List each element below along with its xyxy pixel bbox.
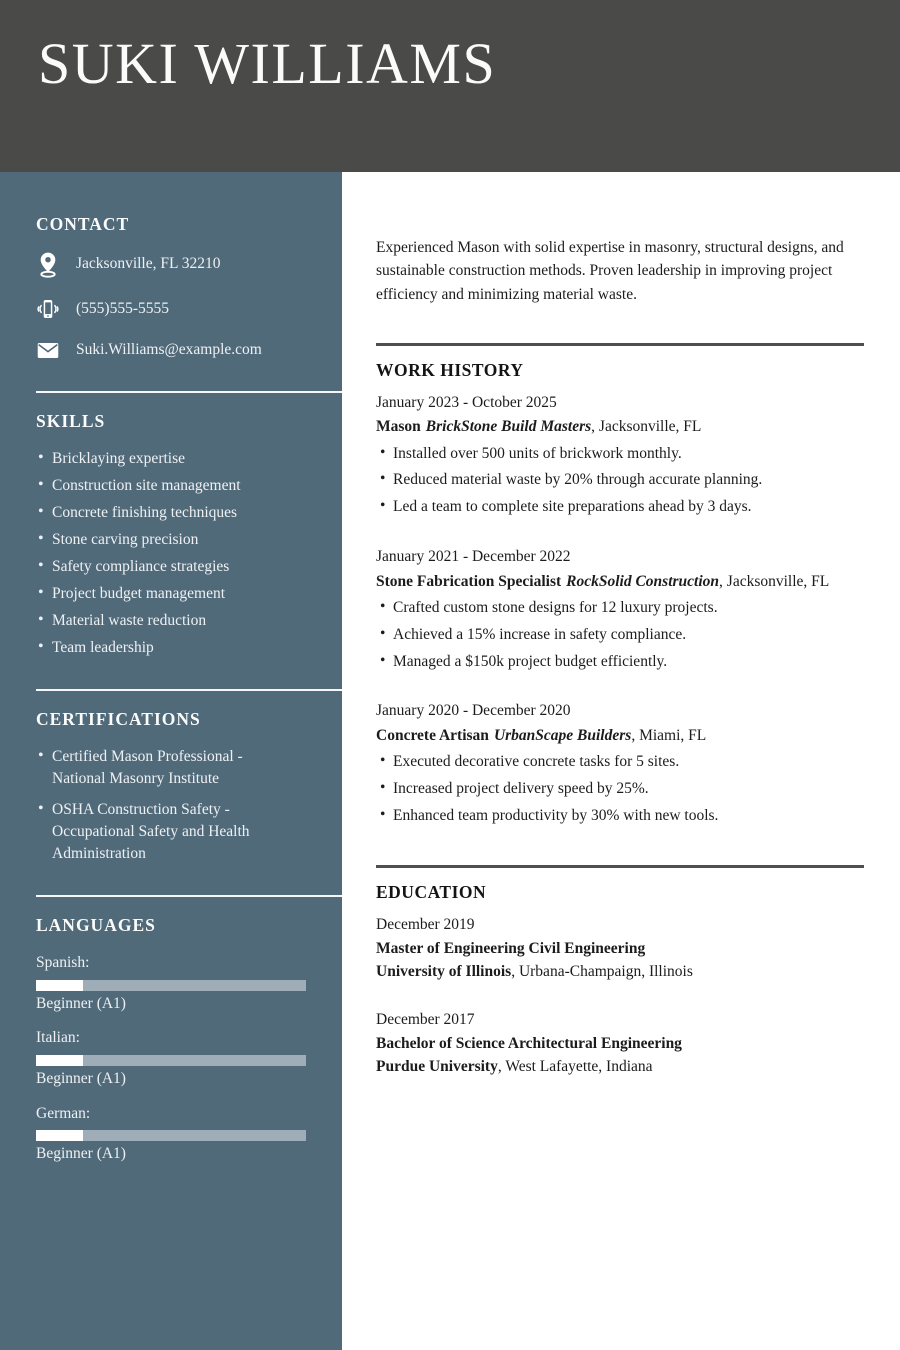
language-progress-fill xyxy=(36,1130,83,1141)
job-company: RockSolid Construction xyxy=(566,572,720,590)
certification-item: • Certified Mason Professional - National Masonry Institute xyxy=(52,746,292,790)
education-degree: Bachelor of Science Architectural Engineering xyxy=(376,1035,682,1053)
header-band xyxy=(0,0,900,172)
education-school-line xyxy=(376,961,864,983)
page-title: SUKI WILLIAMS xyxy=(38,31,497,96)
education-school: University of Illinois xyxy=(376,962,512,980)
job-location: , Miami, FL xyxy=(631,726,707,744)
phone-icon xyxy=(36,297,60,321)
job-entry xyxy=(376,392,864,519)
job-role: Mason xyxy=(376,418,421,436)
skill-item: • Bricklaying expertise xyxy=(52,448,342,470)
location-pin-icon xyxy=(36,251,60,278)
email-icon xyxy=(36,342,60,359)
job-bullet: • Achieved a 15% increase in safety compliance. xyxy=(393,624,864,647)
job-company: BrickStone Build Masters xyxy=(425,418,592,436)
job-entry xyxy=(376,546,864,673)
job-bullet: • Increased project delivery speed by 25%. xyxy=(393,778,864,801)
language-progress-fill xyxy=(36,980,83,991)
education-school-line xyxy=(376,1056,864,1078)
language-level: Beginner (A1) xyxy=(36,1069,126,1087)
education-school: Purdue University xyxy=(376,1057,498,1075)
job-bullet: • Managed a $150k project budget efficiently. xyxy=(393,651,864,674)
job-role: Concrete Artisan xyxy=(376,726,489,744)
skill-item: • Material waste reduction xyxy=(52,610,342,632)
sidebar-divider xyxy=(36,895,342,897)
section-divider xyxy=(376,343,864,346)
certifications-section-title: CERTIFICATIONS xyxy=(36,708,201,729)
language-entry xyxy=(36,1027,342,1089)
job-bullet: • Executed decorative concrete tasks for 5 sites. xyxy=(393,751,864,774)
skill-item: • Stone carving precision xyxy=(52,529,342,551)
language-progress-bar xyxy=(36,980,306,991)
contact-email xyxy=(36,340,342,361)
job-bullet-list xyxy=(376,751,864,827)
contact-section-title: CONTACT xyxy=(36,214,130,234)
language-name: German: xyxy=(36,1104,91,1122)
language-name: Italian: xyxy=(36,1029,80,1047)
main-content xyxy=(342,172,900,1350)
job-title-line xyxy=(376,725,864,747)
certifications-list xyxy=(36,746,342,865)
skill-item: • Construction site management xyxy=(52,475,342,497)
education-location: , Urbana-Champaign, Illinois xyxy=(511,962,693,980)
language-progress-bar xyxy=(36,1055,306,1066)
job-bullet: • Installed over 500 units of brickwork monthly. xyxy=(393,443,864,466)
section-divider xyxy=(376,865,864,868)
skill-item: • Project budget management xyxy=(52,583,342,605)
job-location: , Jacksonville, FL xyxy=(591,418,702,436)
job-bullet: • Enhanced team productivity by 30% with new tools. xyxy=(393,805,864,828)
language-entry xyxy=(36,1103,342,1165)
skill-item: • Team leadership xyxy=(52,637,342,659)
contact-phone xyxy=(36,297,342,321)
skill-item: • Safety compliance strategies xyxy=(52,556,342,578)
education-date: December 2017 xyxy=(376,1011,475,1028)
job-location: , Jacksonville, FL xyxy=(719,572,830,590)
education-entry xyxy=(376,914,864,983)
job-bullet: • Crafted custom stone designs for 12 luxury projects. xyxy=(393,597,864,620)
job-bullet: • Led a team to complete site preparations ahead by 3 days. xyxy=(393,496,864,519)
job-bullet-list xyxy=(376,597,864,673)
language-progress-bar xyxy=(36,1130,306,1141)
sidebar-divider xyxy=(36,391,342,393)
education-section-title: EDUCATION xyxy=(376,881,487,902)
job-company: UrbanScape Builders xyxy=(493,726,632,744)
job-dates: January 2021 - December 2022 xyxy=(376,548,571,566)
job-title-line xyxy=(376,571,864,593)
job-role: Stone Fabrication Specialist xyxy=(376,572,562,590)
contact-location xyxy=(36,251,342,278)
sidebar-divider xyxy=(36,689,342,691)
contact-email-text: Suki.Williams@example.com xyxy=(76,341,262,358)
education-location: , West Lafayette, Indiana xyxy=(497,1057,653,1075)
skills-list xyxy=(36,448,342,659)
work-history-section-title: WORK HISTORY xyxy=(376,359,524,380)
skills-section-title: SKILLS xyxy=(36,410,106,431)
job-entry xyxy=(376,700,864,827)
job-dates: January 2020 - December 2020 xyxy=(376,702,571,720)
education-degree: Master of Engineering Civil Engineering xyxy=(376,940,646,958)
sidebar xyxy=(0,172,342,1350)
job-bullet: • Reduced material waste by 20% through accurate planning. xyxy=(393,469,864,492)
professional-summary: Experienced Mason with solid expertise in masonry, structural designs, and sustainable construction methods. Proven leadership in improving project efficiency and minimizing material waste. xyxy=(376,239,844,303)
language-progress-fill xyxy=(36,1055,83,1066)
language-level: Beginner (A1) xyxy=(36,994,126,1012)
job-dates: January 2023 - October 2025 xyxy=(376,393,557,411)
education-date: December 2019 xyxy=(376,915,475,933)
certification-item: • OSHA Construction Safety - Occupational Safety and Health Administration xyxy=(52,799,292,865)
contact-location-text: Jacksonville, FL 32210 xyxy=(76,255,221,273)
language-level: Beginner (A1) xyxy=(36,1145,126,1163)
contact-phone-text: (555)555-5555 xyxy=(76,299,169,317)
job-title-line xyxy=(376,416,864,438)
job-bullet-list xyxy=(376,443,864,519)
languages-section-title: LANGUAGES xyxy=(36,914,156,935)
skill-item: • Concrete finishing techniques xyxy=(52,502,342,524)
language-entry xyxy=(36,952,342,1014)
education-entry xyxy=(376,1009,864,1078)
language-name: Spanish: xyxy=(36,953,90,971)
